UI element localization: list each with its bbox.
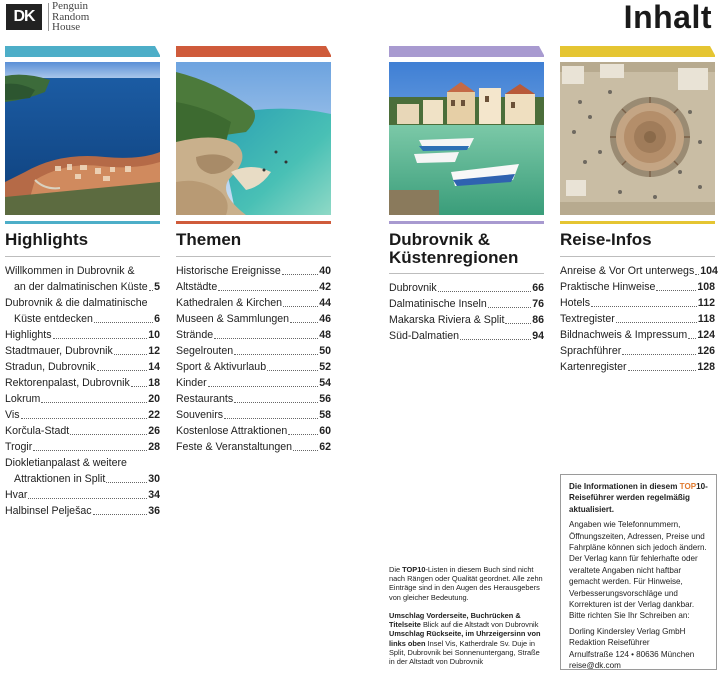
themen-divider <box>176 256 331 257</box>
toc-entry[interactable] <box>176 375 331 391</box>
toc-page-number: 112 <box>697 297 715 309</box>
toc-page-number: 20 <box>148 393 160 405</box>
toc-entry-label: Hvar <box>5 489 28 501</box>
toc-page-number: 94 <box>532 330 544 342</box>
regionen-rule <box>389 221 544 224</box>
toc-page-number: 14 <box>148 361 160 373</box>
address-line: Arnulfstraße 124 • 80636 München <box>569 649 695 659</box>
toc-entry[interactable] <box>5 375 160 391</box>
toc-entry[interactable] <box>560 359 715 375</box>
publisher-address <box>569 626 708 672</box>
toc-entry[interactable] <box>5 327 160 343</box>
toc-entry[interactable] <box>176 423 331 439</box>
dk-logo: DK <box>6 4 42 30</box>
dot-leader <box>28 498 147 499</box>
toc-entry[interactable] <box>560 311 715 327</box>
toc-entry-label: Dalmatinische Inseln <box>389 298 487 310</box>
toc-page-number: 126 <box>697 345 715 357</box>
toc-entry[interactable] <box>176 279 331 295</box>
dot-leader <box>282 274 318 275</box>
page-title: Inhalt <box>623 0 712 35</box>
toc-page-number: 86 <box>532 314 544 326</box>
top10-brand: TOP10 <box>402 565 426 574</box>
toc-page-number: 42 <box>319 281 331 293</box>
toc-page-number: 104 <box>700 265 718 277</box>
toc-entry-label: Textregister <box>560 313 615 325</box>
highlights-divider <box>5 256 160 257</box>
cover-credits <box>389 611 544 666</box>
toc-entry-label: Attraktionen in Split <box>14 473 106 485</box>
toc-entry-label: Kathedralen & Kirchen <box>176 297 283 309</box>
logo-divider <box>48 3 49 31</box>
cover-back-text: Insel Vis, Katherdrale Sv. Duje in Split, Dubrovnik bei Sonnenuntergang, Straße in der Altstadt von Dubrovnik <box>389 638 540 667</box>
toc-entry[interactable] <box>5 503 160 519</box>
toc-entry[interactable] <box>176 311 331 327</box>
dot-leader <box>234 354 318 355</box>
dot-leader <box>53 338 148 339</box>
cover-front-label: Umschlag Vorderseite, Buchrücken & Titelseite <box>389 611 521 630</box>
dot-leader <box>208 386 319 387</box>
reiseinfos-tab <box>560 46 715 57</box>
toc-page-number: 76 <box>532 298 544 310</box>
top10-note-text: Die <box>389 565 403 574</box>
toc-entry-label: Kinder <box>176 377 207 389</box>
toc-page-number: 58 <box>319 409 331 421</box>
toc-page-number: 12 <box>148 345 160 357</box>
toc-entry-label: Museen & Sammlungen <box>176 313 290 325</box>
photo-onofrio-fountain <box>560 62 715 215</box>
dot-leader <box>656 290 696 291</box>
toc-page-number: 118 <box>697 313 715 325</box>
toc-page-number: 66 <box>532 282 544 294</box>
toc-page-number: 50 <box>319 345 331 357</box>
toc-entry-label: Sprachführer <box>560 345 622 357</box>
toc-entry-label: Praktische Hinweise <box>560 281 656 293</box>
toc-entry-label: Makarska Riviera & Split <box>389 314 505 326</box>
dot-leader <box>93 514 148 515</box>
dot-leader <box>505 323 531 324</box>
toc-page-number: 10 <box>148 329 160 341</box>
toc-page-number: 40 <box>319 265 331 277</box>
dot-leader <box>94 322 153 323</box>
highlights-list <box>5 263 160 519</box>
toc-entry-label: Highlights <box>5 329 52 341</box>
toc-entry[interactable] <box>176 263 331 279</box>
toc-page-number: 36 <box>148 505 160 517</box>
publisher-name-line: Random <box>52 10 90 23</box>
toc-entry[interactable] <box>389 312 544 328</box>
toc-entry[interactable] <box>176 327 331 343</box>
dot-leader <box>114 354 147 355</box>
toc-entry-label: Souvenirs <box>176 409 224 421</box>
highlights-rule <box>5 221 160 224</box>
top10-brand: TOP <box>679 482 697 491</box>
cover-back-credit <box>389 629 544 666</box>
dot-leader <box>214 338 318 339</box>
regionen-divider <box>389 273 544 274</box>
toc-entry[interactable] <box>5 343 160 359</box>
toc-entry[interactable] <box>389 296 544 312</box>
info-heading-text: 10-Reiseführer werden regelmäßig aktualisiert. <box>569 482 708 514</box>
toc-page-number: 34 <box>148 489 160 501</box>
toc-entry[interactable] <box>560 327 715 343</box>
dot-leader <box>149 290 153 291</box>
highlights-heading: Highlights <box>5 230 89 249</box>
dot-leader <box>460 339 531 340</box>
toc-entry-label: an der dalmatinischen Küste <box>14 281 148 293</box>
toc-entry[interactable] <box>5 391 160 407</box>
toc-entry-label: Bildnachweis & Impressum <box>560 329 688 341</box>
toc-entry-label: Diokletianpalast & weitere <box>5 457 127 469</box>
cover-back-label: Umschlag Rückseite, im Uhrzeigersinn von links oben <box>389 629 541 648</box>
reiseinfos-rule <box>560 221 715 224</box>
toc-page-number: 60 <box>319 425 331 437</box>
toc-entry-label: Vis <box>5 409 20 421</box>
toc-entry[interactable] <box>560 295 715 311</box>
toc-page-number: 128 <box>697 361 715 373</box>
dot-leader <box>695 274 699 275</box>
publisher-name <box>52 1 89 33</box>
toc-entry-label: Sport & Aktivurlaub <box>176 361 267 373</box>
dot-leader <box>283 306 318 307</box>
toc-page-number: 124 <box>697 329 715 341</box>
toc-entry[interactable] <box>5 455 160 487</box>
toc-entry[interactable] <box>5 439 160 455</box>
address-line: Redaktion Reiseführer <box>569 638 650 648</box>
toc-page-number: 18 <box>148 377 160 389</box>
toc-entry[interactable] <box>176 407 331 423</box>
toc-page-number: 56 <box>319 393 331 405</box>
toc-entry[interactable] <box>560 279 715 295</box>
update-info-box <box>560 474 717 670</box>
photo-dubrovnik-old-town <box>5 62 160 215</box>
email-link[interactable]: reise@dk.com <box>569 661 621 671</box>
toc-page-number: 6 <box>154 313 160 325</box>
toc-entry-label: Historische Ereignisse <box>176 265 281 277</box>
cover-front-credit <box>389 611 544 629</box>
dot-leader <box>41 402 147 403</box>
toc-entry[interactable] <box>5 423 160 439</box>
dot-leader <box>438 291 532 292</box>
toc-page-number: 30 <box>148 473 160 485</box>
dot-leader <box>97 370 148 371</box>
regionen-heading-line: Dubrovnik & <box>389 230 491 249</box>
themen-tab <box>176 46 331 57</box>
toc-entry[interactable] <box>389 280 544 296</box>
dot-leader <box>234 402 318 403</box>
toc-page-number: 44 <box>319 297 331 309</box>
reiseinfos-divider <box>560 256 715 257</box>
toc-entry-label: Willkommen in Dubrovnik & <box>5 265 135 277</box>
dot-leader <box>131 386 147 387</box>
dot-leader <box>33 450 147 451</box>
info-box-body: Angaben wie Telefonnummern, Öffnungszeiten, Adressen, Preise und Fahrpläne können sich jedoch ändern. Der Verlag kann für fehlerhafte oder veraltete Angaben nicht haftbar gemacht werden. Für Hinweise, Verbesserungsvorschläge und Korrekturen ist der Verlag dankbar. Bitte richten Sie Ihr Schreiben an: <box>569 520 707 621</box>
toc-entry-label: Rektorenpalast, Dubrovnik <box>5 377 130 389</box>
toc-page-number: 54 <box>319 377 331 389</box>
toc-entry-label: Feste & Veranstaltungen <box>176 441 293 453</box>
toc-entry-label: Kartenregister <box>560 361 627 373</box>
toc-entry-label: Strände <box>176 329 214 341</box>
top10-note <box>389 565 544 602</box>
toc-page-number: 46 <box>319 313 331 325</box>
reiseinfos-list <box>560 263 718 375</box>
info-heading-text: Die Informationen in diesem <box>569 482 680 491</box>
themen-rule <box>176 221 331 224</box>
toc-entry[interactable] <box>560 343 715 359</box>
toc-page-number: 52 <box>319 361 331 373</box>
dot-leader <box>290 322 318 323</box>
regionen-heading <box>389 231 518 267</box>
toc-page-number: 28 <box>148 441 160 453</box>
toc-entry-label: Restaurants <box>176 393 234 405</box>
themen-list <box>176 263 331 455</box>
toc-entry-label: Segelrouten <box>176 345 234 357</box>
regionen-tab <box>389 46 544 57</box>
toc-entry-label: Kostenlose Attraktionen <box>176 425 288 437</box>
toc-entry-label: Altstädte <box>176 281 218 293</box>
toc-entry-label: Stadtmauer, Dubrovnik <box>5 345 113 357</box>
toc-entry-label: Lokrum <box>5 393 41 405</box>
toc-page-number: 5 <box>154 281 160 293</box>
toc-entry[interactable] <box>560 263 718 279</box>
toc-entry[interactable] <box>176 439 331 455</box>
dot-leader <box>224 418 318 419</box>
dot-leader <box>218 290 318 291</box>
toc-page-number: 22 <box>148 409 160 421</box>
dot-leader <box>628 370 697 371</box>
toc-entry[interactable] <box>5 295 160 327</box>
toc-entry-label: Dubrovnik <box>389 282 437 294</box>
regionen-heading-line: Küstenregionen <box>389 248 519 267</box>
toc-page-number: 26 <box>148 425 160 437</box>
toc-entry-label: Dubrovnik & die dalmatinische <box>5 297 148 309</box>
dot-leader <box>591 306 697 307</box>
dot-leader <box>21 418 148 419</box>
photo-beach-cove <box>176 62 331 215</box>
toc-entry-label: Küste entdecken <box>14 313 93 325</box>
dot-leader <box>293 450 318 451</box>
toc-entry-label: Anreise & Vor Ort unterwegs <box>560 265 695 277</box>
toc-page-number: 62 <box>319 441 331 453</box>
dot-leader <box>267 370 318 371</box>
toc-entry-label: Stradun, Dubrovnik <box>5 361 96 373</box>
toc-entry[interactable] <box>5 359 160 375</box>
top10-note-text: -Listen in diesem Buch sind nicht nach Rängen oder Qualität geordnet. Alle zehn Einträge sind in den Augen des Herausgebers von gleicher Bedeutung. <box>389 565 543 602</box>
toc-entry[interactable] <box>176 343 331 359</box>
dot-leader <box>106 482 147 483</box>
toc-entry-label: Süd-Dalmatien <box>389 330 460 342</box>
toc-entry[interactable] <box>176 391 331 407</box>
cover-front-text: Blick auf die Altstadt von Dubrovnik <box>420 620 539 630</box>
dot-leader <box>688 338 696 339</box>
toc-entry[interactable] <box>176 295 331 311</box>
toc-entry-label: Trogir <box>5 441 33 453</box>
publisher-name-line: Penguin <box>52 0 89 12</box>
toc-entry-label: Halbinsel Pelješac <box>5 505 92 517</box>
toc-page-number: 48 <box>319 329 331 341</box>
toc-entry[interactable] <box>5 407 160 423</box>
themen-heading: Themen <box>176 230 242 249</box>
toc-entry-label: Hotels <box>560 297 591 309</box>
highlights-tab <box>5 46 160 57</box>
toc-entry[interactable] <box>176 359 331 375</box>
reiseinfos-heading: Reise-Infos <box>560 230 652 249</box>
toc-page-number: 108 <box>697 281 715 293</box>
regionen-list <box>389 280 544 344</box>
address-line: Dorling Kindersley Verlag GmbH <box>569 626 686 636</box>
toc-entry[interactable] <box>5 487 160 503</box>
dot-leader <box>616 322 697 323</box>
info-box-heading <box>569 481 708 515</box>
toc-entry[interactable] <box>389 328 544 344</box>
dot-leader <box>70 434 147 435</box>
dot-leader <box>622 354 696 355</box>
toc-entry-label: Korčula-Stadt <box>5 425 70 437</box>
toc-entry[interactable] <box>5 263 160 295</box>
photo-harbour-boats <box>389 62 544 215</box>
publisher-name-line: House <box>52 21 81 33</box>
dot-leader <box>488 307 531 308</box>
dot-leader <box>288 434 318 435</box>
